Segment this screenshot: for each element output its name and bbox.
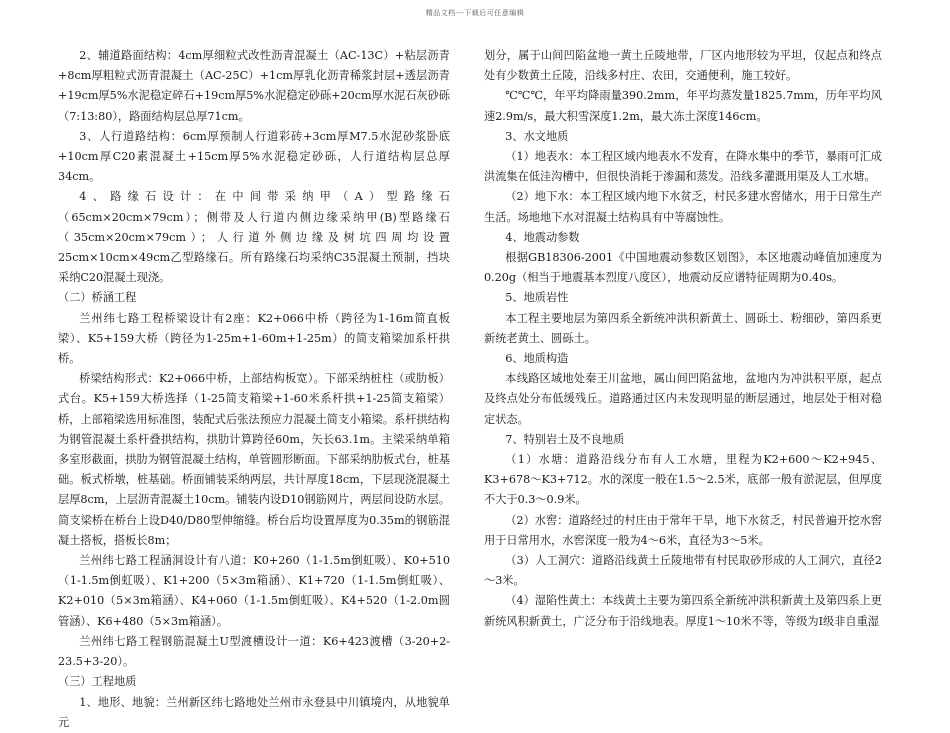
body-paragraph: 3、水文地质 [505,129,569,143]
right-column [484,46,882,632]
body-paragraph: （3）人工洞穴：道路沿线黄土丘陵地带有村民取砂形成的人工洞穴，直径2～3米。 [484,554,882,588]
body-paragraph: 5、地质岩性 [505,291,569,305]
body-paragraph: 6、地质构造 [505,352,569,366]
body-paragraph: （1）地表水：本工程区域内地表水不发育，在降水集中的季节，暴雨可汇成洪流集在低洼沟槽中，但很快消耗于渗漏和蒸发。沿线多灌溉用渠及人工水塘。 [484,150,882,184]
body-paragraph: 7、特别岩土及不良地质 [505,432,625,446]
body-paragraph: （2）地下水：本工程区域内地下水贫乏，村民多建水窖储水，用于日常生产生活。场地地下水对混凝土结构具有中等腐蚀性。 [484,190,882,224]
section-heading-paragraph: （二）桥涵工程 [58,291,137,305]
body-paragraph: （1）水塘：道路沿线分布有人工水塘，里程为K2+600～K2+945、K3+678～K3+712。水的深度一般在1.5～2.5米，底部一般有淤泥层，但厚度不大于0.3～0.9米。 [484,453,882,507]
section-heading-paragraph: （三）工程地质 [58,675,137,689]
body-paragraph: 桥梁结构形式：K2+066中桥，上部结构板宽）。下部采纳桩柱（或肋板）式台。K5+159大桥选择（1-25简支箱梁+1-60米系杆拱+1-25简支箱梁）桥，上部箱梁选用标准图，装配式后张法预应力混凝土简支小箱梁。系杆拱结构为钢管混凝土系杆叠拱结构，拱肋计算跨径60m，矢长63.1m。主梁采纳单箱多室形截面，拱肋为钢管混凝土结构，单管圆形断面。下部采纳肋板式台，桩基础。板式桥墩，桩基础。桥面铺装采纳两层，共计厚度18cm，下层现浇混凝土层厚8cm，上层沥青混凝土10cm。铺装内设D10钢筋网片，两层间设防水层。简支梁桥在桥台上设D40/D80型伸缩缝。桥台后均设置厚度为0.35m的钢筋混凝土搭板，搭板长8m； [58,372,450,547]
body-paragraph: （2）水窖：道路经过的村庄由于常年干旱，地下水贫乏，村民普遍开挖水窖用于日常用水，水窖深度一般为4～6米，直径为3～5米。 [484,513,882,547]
body-paragraph: （4）湿陷性黄土：本线黄土主要为第四系全新统冲洪积新黄土及第四系上更新统风积新黄土，广泛分布于沿线地表。厚度1～10米不等，等级为Ⅰ级非自重湿 [484,594,882,628]
section-heading-paragraph: 划分，属于山间凹陷盆地一黄土丘陵地带，厂区内地形较为平坦，仅起点和终点处有少数黄土丘陵，沿线多村庄、农田，交通便利，施工较好。 [484,49,882,83]
body-paragraph: 2、辅道路面结构：4cm厚细粒式改性沥青混凝土（AC-13C）+粘层沥青+8cm厚粗粒式沥青混凝土（AC-25C）+1cm厚乳化沥青稀浆封层+透层沥青+19cm厚5%水泥稳定碎石+19cm厚5%水泥稳定砂砾+20cm厚水泥石灰砂砾（7:13:80），路面结构层总厚71cm。 [58,49,450,123]
body-paragraph: 兰州纬七路工程涵洞设计有八道：K0+260（1-1.5m倒虹吸）、K0+510（1-1.5m倒虹吸）、K1+200（5×3m箱涵）、K1+720（1-1.5m倒虹吸）、K2+010（5×3m箱涵）、K4+060（1-1.5m倒虹吸）、K4+520（1-2.0m圆管涵）、K6+480（5×3m箱涵）。 [58,554,450,628]
body-paragraph: 1、地形、地貌：兰州新区纬七路地处兰州市永登县中川镇境内，从地貌单元 [58,695,450,729]
body-paragraph: 3、人行道路结构：6cm厚预制人行道彩砖+3cm厚M7.5水泥砂浆卧底+10cm厚C20素混凝土+15cm厚5%水泥稳定砂砾，人行道结构层总厚34cm。 [58,129,450,184]
body-paragraph: 兰州纬七路工程桥梁设计有2座：K2+066中桥（跨径为1-16m简直板梁）、K5+159大桥（跨径为1-25m+1-60m+1-25m）的简支箱梁加系杆拱桥。 [58,311,450,366]
left-column [58,46,450,733]
body-paragraph: ℃℃℃，年平均降雨量390.2mm，年平均蒸发量1825.7mm，历年平均风速2.9m/s，最大积雪深度1.2m，最大冻土深度146cm。 [484,89,882,123]
body-paragraph: 兰州纬七路工程钢筋混凝土U型渡槽设计一道：K6+423渡槽（3-20+2-23.5+3-20）。 [58,634,450,669]
body-paragraph: 本工程主要地层为第四系全新统冲洪积新黄土、圆砾土、粉细砂，第四系更新统老黄土、圆砾土。 [484,311,882,345]
body-paragraph: 4、路缘石设计：在中间带采纳甲（A）型路缘石（65cm×20cm×79cm）；侧带及人行道内侧边缘采纳甲(B)型路缘石（35cm×20cm×79cm）；人行道外侧边缘及树坑四周均设置25cm×10cm×49cm乙型路缘石。所有路缘石均采纳C35混凝土预制，挡块采纳C20混凝土现浇。 [58,190,450,285]
page-header: 精品文档---下载后可任意编辑 [425,9,525,17]
body-paragraph: 根据GB18306-2001《中国地震动参数区划图》，本区地震动峰值加速度为0.20g（相当于地震基本烈度八度区），地震动反应谱特征周期为0.40s。 [484,251,882,285]
body-paragraph: 4、地震动参数 [505,230,580,244]
body-paragraph: 本线路区域地处秦王川盆地，属山间凹陷盆地，盆地内为冲洪积平原，起点及终点处分布低缓残丘。道路通过区内未发现明显的断层通过，地层处于相对稳定状态。 [484,372,882,426]
